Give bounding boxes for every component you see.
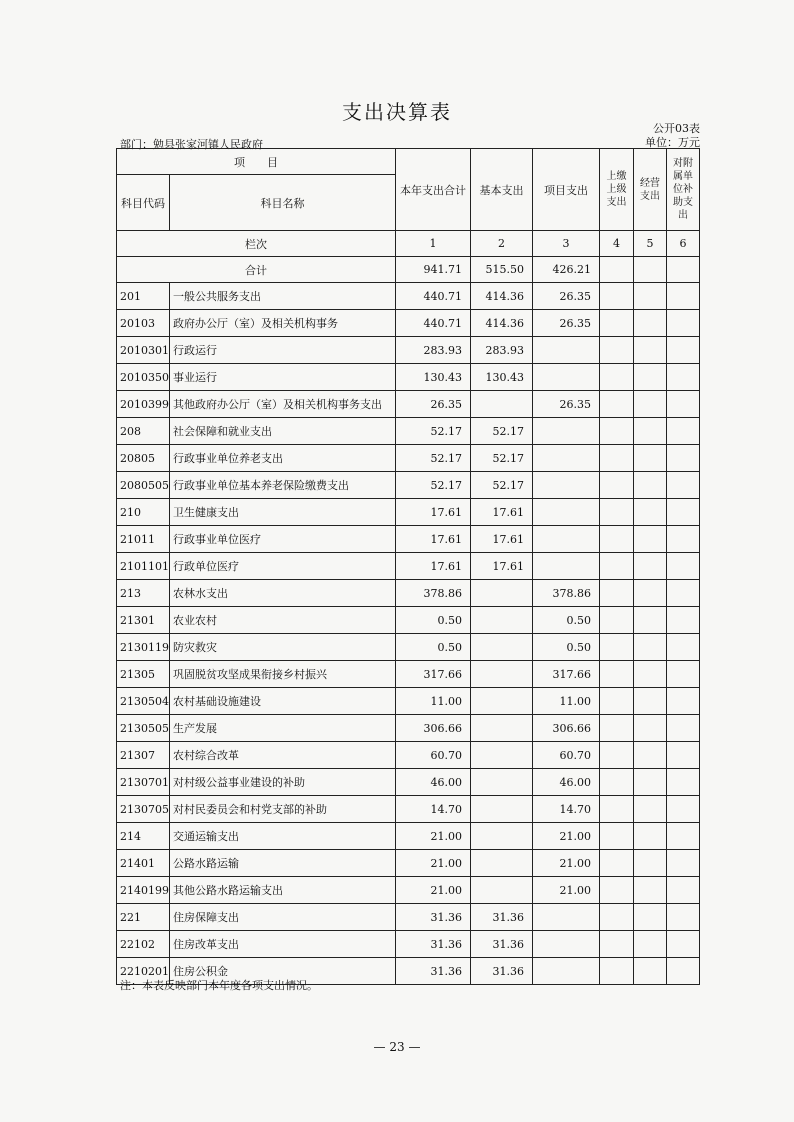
empty-cell bbox=[600, 445, 634, 472]
row-total: 440.71 bbox=[396, 283, 471, 310]
empty-cell bbox=[634, 823, 667, 850]
row-basic: 31.36 bbox=[471, 958, 533, 985]
row-basic bbox=[471, 661, 533, 688]
row-code: 2101101 bbox=[117, 553, 170, 580]
empty-cell bbox=[634, 850, 667, 877]
table-row bbox=[117, 877, 700, 904]
row-name: 农村综合改革 bbox=[170, 742, 396, 769]
empty-cell bbox=[634, 310, 667, 337]
footnote: 注：本表反映部门本年度各项支出情况。 bbox=[120, 979, 318, 992]
table-row bbox=[117, 418, 700, 445]
row-name: 社会保障和就业支出 bbox=[170, 418, 396, 445]
empty-cell bbox=[600, 877, 634, 904]
col-index-4: 4 bbox=[600, 231, 634, 257]
empty-cell bbox=[600, 418, 634, 445]
empty-cell bbox=[667, 958, 700, 985]
row-basic bbox=[471, 823, 533, 850]
row-project: 317.66 bbox=[533, 661, 600, 688]
row-total: 46.00 bbox=[396, 769, 471, 796]
row-total: 0.50 bbox=[396, 607, 471, 634]
page-title: 支出决算表 bbox=[342, 100, 452, 124]
row-name: 防灾救灾 bbox=[170, 634, 396, 661]
empty-cell bbox=[600, 742, 634, 769]
empty-cell bbox=[667, 850, 700, 877]
empty-cell bbox=[667, 499, 700, 526]
row-basic bbox=[471, 580, 533, 607]
row-basic bbox=[471, 391, 533, 418]
row-total: 440.71 bbox=[396, 310, 471, 337]
empty-cell bbox=[600, 823, 634, 850]
row-code: 221 bbox=[117, 904, 170, 931]
row-project: 306.66 bbox=[533, 715, 600, 742]
empty-cell bbox=[667, 661, 700, 688]
row-name: 农业农村 bbox=[170, 607, 396, 634]
empty-cell bbox=[667, 634, 700, 661]
row-code: 2130701 bbox=[117, 769, 170, 796]
row-project bbox=[533, 445, 600, 472]
empty-cell bbox=[600, 364, 634, 391]
row-code: 21011 bbox=[117, 526, 170, 553]
empty-cell bbox=[600, 931, 634, 958]
row-project bbox=[533, 958, 600, 985]
row-total: 17.61 bbox=[396, 526, 471, 553]
col-index-5: 5 bbox=[634, 231, 667, 257]
row-project: 11.00 bbox=[533, 688, 600, 715]
row-basic: 52.17 bbox=[471, 472, 533, 499]
empty-cell bbox=[634, 553, 667, 580]
empty-cell bbox=[634, 715, 667, 742]
row-project bbox=[533, 472, 600, 499]
empty-cell bbox=[667, 715, 700, 742]
row-code: 21307 bbox=[117, 742, 170, 769]
row-basic bbox=[471, 877, 533, 904]
table-row bbox=[117, 688, 700, 715]
row-name: 一般公共服务支出 bbox=[170, 283, 396, 310]
empty-cell bbox=[667, 310, 700, 337]
empty-cell bbox=[634, 283, 667, 310]
empty-cell bbox=[634, 931, 667, 958]
form-code: 公开03表 bbox=[653, 122, 700, 135]
row-total: 130.43 bbox=[396, 364, 471, 391]
row-code: 20805 bbox=[117, 445, 170, 472]
row-name: 农林水支出 bbox=[170, 580, 396, 607]
empty-cell bbox=[667, 391, 700, 418]
row-code: 213 bbox=[117, 580, 170, 607]
row-basic: 52.17 bbox=[471, 418, 533, 445]
col-index-6: 6 bbox=[667, 231, 700, 257]
row-name: 公路水路运输 bbox=[170, 850, 396, 877]
row-project: 0.50 bbox=[533, 607, 600, 634]
row-code: 2210201 bbox=[117, 958, 170, 985]
row-name: 政府办公厅（室）及相关机构事务 bbox=[170, 310, 396, 337]
total-label: 合计 bbox=[117, 257, 396, 283]
row-project bbox=[533, 337, 600, 364]
table-row bbox=[117, 445, 700, 472]
empty-cell bbox=[634, 337, 667, 364]
empty-cell bbox=[667, 418, 700, 445]
expenditure-table bbox=[116, 148, 700, 985]
empty-cell bbox=[600, 769, 634, 796]
header-subsidy: 对附属单位补助支出 bbox=[667, 149, 700, 231]
row-code: 2130705 bbox=[117, 796, 170, 823]
row-total: 283.93 bbox=[396, 337, 471, 364]
row-name: 生产发展 bbox=[170, 715, 396, 742]
row-name: 对村民委员会和村党支部的补助 bbox=[170, 796, 396, 823]
row-project: 21.00 bbox=[533, 850, 600, 877]
row-name: 其他公路水路运输支出 bbox=[170, 877, 396, 904]
total-project: 426.21 bbox=[533, 257, 600, 283]
empty-cell bbox=[667, 796, 700, 823]
table-row bbox=[117, 283, 700, 310]
empty-cell bbox=[634, 742, 667, 769]
header-project: 项目支出 bbox=[533, 149, 600, 231]
row-code: 201 bbox=[117, 283, 170, 310]
empty-cell bbox=[634, 904, 667, 931]
empty-cell bbox=[600, 796, 634, 823]
empty-cell bbox=[667, 257, 700, 283]
header-basic: 基本支出 bbox=[471, 149, 533, 231]
row-name: 住房改革支出 bbox=[170, 931, 396, 958]
header-code: 科目代码 bbox=[117, 175, 170, 231]
row-name: 卫生健康支出 bbox=[170, 499, 396, 526]
empty-cell bbox=[634, 526, 667, 553]
row-name: 事业运行 bbox=[170, 364, 396, 391]
empty-cell bbox=[634, 580, 667, 607]
row-project bbox=[533, 364, 600, 391]
row-code: 2010350 bbox=[117, 364, 170, 391]
row-project bbox=[533, 418, 600, 445]
empty-cell bbox=[634, 634, 667, 661]
empty-cell bbox=[634, 445, 667, 472]
col-index-2: 2 bbox=[471, 231, 533, 257]
row-total: 21.00 bbox=[396, 850, 471, 877]
col-index-label: 栏次 bbox=[117, 231, 396, 257]
empty-cell bbox=[600, 634, 634, 661]
table-row bbox=[117, 661, 700, 688]
table-row bbox=[117, 715, 700, 742]
row-project bbox=[533, 904, 600, 931]
row-project: 21.00 bbox=[533, 877, 600, 904]
row-total: 52.17 bbox=[396, 418, 471, 445]
header-row-1 bbox=[117, 149, 700, 175]
empty-cell bbox=[600, 391, 634, 418]
row-total: 14.70 bbox=[396, 796, 471, 823]
empty-cell bbox=[634, 418, 667, 445]
empty-cell bbox=[667, 877, 700, 904]
table-row bbox=[117, 310, 700, 337]
empty-cell bbox=[600, 499, 634, 526]
table-row bbox=[117, 391, 700, 418]
empty-cell bbox=[634, 661, 667, 688]
row-basic bbox=[471, 769, 533, 796]
empty-cell bbox=[600, 526, 634, 553]
table-row bbox=[117, 634, 700, 661]
header-item: 项 目 bbox=[117, 149, 396, 175]
row-basic: 17.61 bbox=[471, 526, 533, 553]
row-project: 46.00 bbox=[533, 769, 600, 796]
table-row bbox=[117, 499, 700, 526]
row-total: 11.00 bbox=[396, 688, 471, 715]
row-basic bbox=[471, 688, 533, 715]
table-row bbox=[117, 823, 700, 850]
row-name: 巩固脱贫攻坚成果衔接乡村振兴 bbox=[170, 661, 396, 688]
empty-cell bbox=[634, 391, 667, 418]
empty-cell bbox=[667, 472, 700, 499]
empty-cell bbox=[600, 958, 634, 985]
table-row bbox=[117, 553, 700, 580]
row-total: 31.36 bbox=[396, 904, 471, 931]
row-total: 306.66 bbox=[396, 715, 471, 742]
empty-cell bbox=[667, 904, 700, 931]
row-basic bbox=[471, 796, 533, 823]
row-name: 住房保障支出 bbox=[170, 904, 396, 931]
row-basic bbox=[471, 850, 533, 877]
total-row bbox=[117, 257, 700, 283]
row-total: 21.00 bbox=[396, 877, 471, 904]
empty-cell bbox=[634, 958, 667, 985]
table-row bbox=[117, 769, 700, 796]
total-amount: 941.71 bbox=[396, 257, 471, 283]
row-code: 2130119 bbox=[117, 634, 170, 661]
row-name: 其他政府办公厅（室）及相关机构事务支出 bbox=[170, 391, 396, 418]
row-basic: 414.36 bbox=[471, 310, 533, 337]
row-basic bbox=[471, 634, 533, 661]
row-code: 21305 bbox=[117, 661, 170, 688]
row-code: 2140199 bbox=[117, 877, 170, 904]
row-basic bbox=[471, 607, 533, 634]
row-project: 26.35 bbox=[533, 283, 600, 310]
row-project: 26.35 bbox=[533, 310, 600, 337]
row-basic bbox=[471, 742, 533, 769]
row-basic: 31.36 bbox=[471, 931, 533, 958]
empty-cell bbox=[667, 364, 700, 391]
row-code: 21401 bbox=[117, 850, 170, 877]
col-index-1: 1 bbox=[396, 231, 471, 257]
row-name: 行政单位医疗 bbox=[170, 553, 396, 580]
table-row bbox=[117, 931, 700, 958]
row-total: 317.66 bbox=[396, 661, 471, 688]
row-name: 行政事业单位医疗 bbox=[170, 526, 396, 553]
col-index-3: 3 bbox=[533, 231, 600, 257]
empty-cell bbox=[667, 742, 700, 769]
header-name: 科目名称 bbox=[170, 175, 396, 231]
empty-cell bbox=[600, 688, 634, 715]
empty-cell bbox=[634, 796, 667, 823]
row-code: 208 bbox=[117, 418, 170, 445]
row-basic: 130.43 bbox=[471, 364, 533, 391]
header-business: 经营支出 bbox=[634, 149, 667, 231]
column-index-row bbox=[117, 231, 700, 257]
empty-cell bbox=[600, 337, 634, 364]
row-code: 20103 bbox=[117, 310, 170, 337]
row-code: 210 bbox=[117, 499, 170, 526]
row-basic: 31.36 bbox=[471, 904, 533, 931]
empty-cell bbox=[600, 310, 634, 337]
row-project: 26.35 bbox=[533, 391, 600, 418]
row-code: 214 bbox=[117, 823, 170, 850]
table-row bbox=[117, 364, 700, 391]
table-row bbox=[117, 850, 700, 877]
empty-cell bbox=[600, 257, 634, 283]
row-total: 52.17 bbox=[396, 472, 471, 499]
row-code: 2080505 bbox=[117, 472, 170, 499]
empty-cell bbox=[634, 364, 667, 391]
row-basic: 17.61 bbox=[471, 553, 533, 580]
empty-cell bbox=[634, 688, 667, 715]
header-total: 本年支出合计 bbox=[396, 149, 471, 231]
table-row bbox=[117, 337, 700, 364]
row-project bbox=[533, 931, 600, 958]
row-name: 行政事业单位养老支出 bbox=[170, 445, 396, 472]
row-code: 22102 bbox=[117, 931, 170, 958]
row-project bbox=[533, 526, 600, 553]
row-total: 52.17 bbox=[396, 445, 471, 472]
row-project: 0.50 bbox=[533, 634, 600, 661]
empty-cell bbox=[667, 526, 700, 553]
empty-cell bbox=[600, 850, 634, 877]
table-row bbox=[117, 796, 700, 823]
table-row bbox=[117, 742, 700, 769]
row-total: 21.00 bbox=[396, 823, 471, 850]
row-total: 26.35 bbox=[396, 391, 471, 418]
empty-cell bbox=[667, 283, 700, 310]
empty-cell bbox=[667, 931, 700, 958]
row-project: 60.70 bbox=[533, 742, 600, 769]
header-upper: 上缴上级支出 bbox=[600, 149, 634, 231]
empty-cell bbox=[600, 283, 634, 310]
empty-cell bbox=[667, 445, 700, 472]
row-project: 21.00 bbox=[533, 823, 600, 850]
row-total: 17.61 bbox=[396, 499, 471, 526]
empty-cell bbox=[634, 472, 667, 499]
row-total: 378.86 bbox=[396, 580, 471, 607]
row-name: 住房公积金 bbox=[170, 958, 396, 985]
row-code: 21301 bbox=[117, 607, 170, 634]
empty-cell bbox=[667, 580, 700, 607]
empty-cell bbox=[634, 877, 667, 904]
row-total: 31.36 bbox=[396, 931, 471, 958]
row-name: 行政运行 bbox=[170, 337, 396, 364]
row-name: 对村级公益事业建设的补助 bbox=[170, 769, 396, 796]
table-row bbox=[117, 472, 700, 499]
empty-cell bbox=[600, 607, 634, 634]
row-project: 14.70 bbox=[533, 796, 600, 823]
row-project: 378.86 bbox=[533, 580, 600, 607]
row-total: 31.36 bbox=[396, 958, 471, 985]
empty-cell bbox=[634, 607, 667, 634]
row-basic: 17.61 bbox=[471, 499, 533, 526]
empty-cell bbox=[600, 715, 634, 742]
empty-cell bbox=[667, 337, 700, 364]
unit-label: 单位：万元 bbox=[645, 136, 700, 149]
department-label: 部门：勉县张家河镇人民政府 bbox=[120, 138, 263, 151]
row-total: 17.61 bbox=[396, 553, 471, 580]
row-code: 2130504 bbox=[117, 688, 170, 715]
row-basic bbox=[471, 715, 533, 742]
table-row bbox=[117, 526, 700, 553]
row-project bbox=[533, 553, 600, 580]
row-code: 2010399 bbox=[117, 391, 170, 418]
empty-cell bbox=[600, 553, 634, 580]
row-total: 0.50 bbox=[396, 634, 471, 661]
row-name: 行政事业单位基本养老保险缴费支出 bbox=[170, 472, 396, 499]
row-basic: 414.36 bbox=[471, 283, 533, 310]
row-basic: 283.93 bbox=[471, 337, 533, 364]
empty-cell bbox=[600, 904, 634, 931]
empty-cell bbox=[634, 769, 667, 796]
row-code: 2130505 bbox=[117, 715, 170, 742]
empty-cell bbox=[667, 769, 700, 796]
row-total: 60.70 bbox=[396, 742, 471, 769]
empty-cell bbox=[600, 580, 634, 607]
table-row bbox=[117, 607, 700, 634]
empty-cell bbox=[600, 661, 634, 688]
empty-cell bbox=[634, 257, 667, 283]
table-row bbox=[117, 580, 700, 607]
empty-cell bbox=[667, 688, 700, 715]
empty-cell bbox=[667, 607, 700, 634]
row-project bbox=[533, 499, 600, 526]
row-name: 农村基础设施建设 bbox=[170, 688, 396, 715]
empty-cell bbox=[600, 472, 634, 499]
empty-cell bbox=[667, 823, 700, 850]
page-number: — 23 — bbox=[373, 1040, 421, 1054]
row-name: 交通运输支出 bbox=[170, 823, 396, 850]
empty-cell bbox=[634, 499, 667, 526]
row-basic: 52.17 bbox=[471, 445, 533, 472]
empty-cell bbox=[667, 553, 700, 580]
row-code: 2010301 bbox=[117, 337, 170, 364]
total-basic: 515.50 bbox=[471, 257, 533, 283]
table-row bbox=[117, 904, 700, 931]
